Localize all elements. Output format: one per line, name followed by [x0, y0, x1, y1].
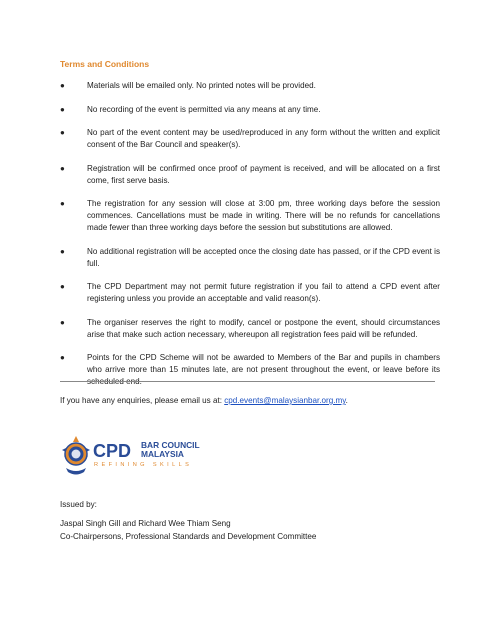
logo-line-1: BAR COUNCIL — [141, 440, 200, 450]
logo-org-name — [141, 441, 200, 459]
signatory-names: Jaspal Singh Gill and Richard Wee Thiam Seng — [60, 519, 231, 528]
bullet-icon: ● — [60, 199, 65, 208]
term-text: Points for the CPD Scheme will not be awarded to Members of the Bar and pupils in chambers who arrive more than 15 minutes late, are not present throughout the event, or leave before its scheduled end. — [87, 353, 440, 386]
bullet-icon: ● — [60, 317, 65, 327]
bullet-icon: ● — [60, 353, 65, 362]
bullet-icon: ● — [60, 282, 65, 291]
term-text: Registration will be confirmed once proof of payment is received, and will be allocated on a first come, first serve basis. — [87, 163, 440, 185]
term-text: No additional registration will be accepted once the closing date has passed, or if the CPD event is full. — [87, 246, 440, 268]
term-text: The registration for any session will close at 3:00 pm, three working days before the session commences. Cancellations must be made in writing. There will be no refunds for cancellations made fewer than three working days before the session but substitutions are allowed. — [87, 199, 440, 232]
bullet-icon: ● — [60, 163, 65, 173]
logo-line-2: MALAYSIA — [141, 449, 184, 459]
term-text: Materials will be emailed only. No printed notes will be provided. — [87, 81, 316, 90]
term-text: No recording of the event is permitted via any means at any time. — [87, 104, 321, 114]
term-item — [60, 317, 440, 341]
terms-list — [60, 80, 440, 400]
term-item — [60, 80, 440, 92]
term-item — [60, 281, 440, 305]
bullet-icon: ● — [60, 81, 65, 90]
divider — [60, 381, 435, 382]
term-item — [60, 198, 440, 234]
email-link[interactable]: cpd.events@malaysianbar.org.my — [224, 396, 346, 405]
logo-tagline: REFINING SKILLS — [94, 462, 193, 468]
term-text: The CPD Department may not permit future registration if you fail to attend a CPD event after registering unless you provide an acceptable and valid reason(s). — [87, 282, 440, 303]
enquiry-suffix: . — [345, 396, 348, 405]
enquiry-text: If you have any enquiries, please email us at: — [60, 396, 225, 405]
term-item — [60, 104, 440, 116]
logo-cpd-text: CPD — [93, 441, 132, 461]
term-item — [60, 127, 440, 151]
enquiry-line — [60, 396, 348, 405]
term-item — [60, 246, 440, 270]
term-text: The organiser reserves the right to modify, cancel or postpone the event, should circumstances arise that make such action necessary, whereupon all registration fees paid will be refunded. — [87, 317, 440, 339]
terms-heading: Terms and Conditions — [60, 59, 150, 69]
bullet-icon: ● — [60, 128, 65, 137]
bullet-icon: ● — [60, 104, 65, 114]
term-text: No part of the event content may be used/reproduced in any form without the written and explicit consent of the Bar Council and speaker(s). — [87, 128, 440, 149]
term-item — [60, 163, 440, 187]
issued-by-label: Issued by: — [60, 500, 97, 509]
crest-icon — [62, 436, 90, 475]
term-item — [60, 352, 440, 388]
signatory-roles: Co-Chairpersons, Professional Standards and Development Committee — [60, 532, 317, 541]
bullet-icon: ● — [60, 246, 65, 256]
